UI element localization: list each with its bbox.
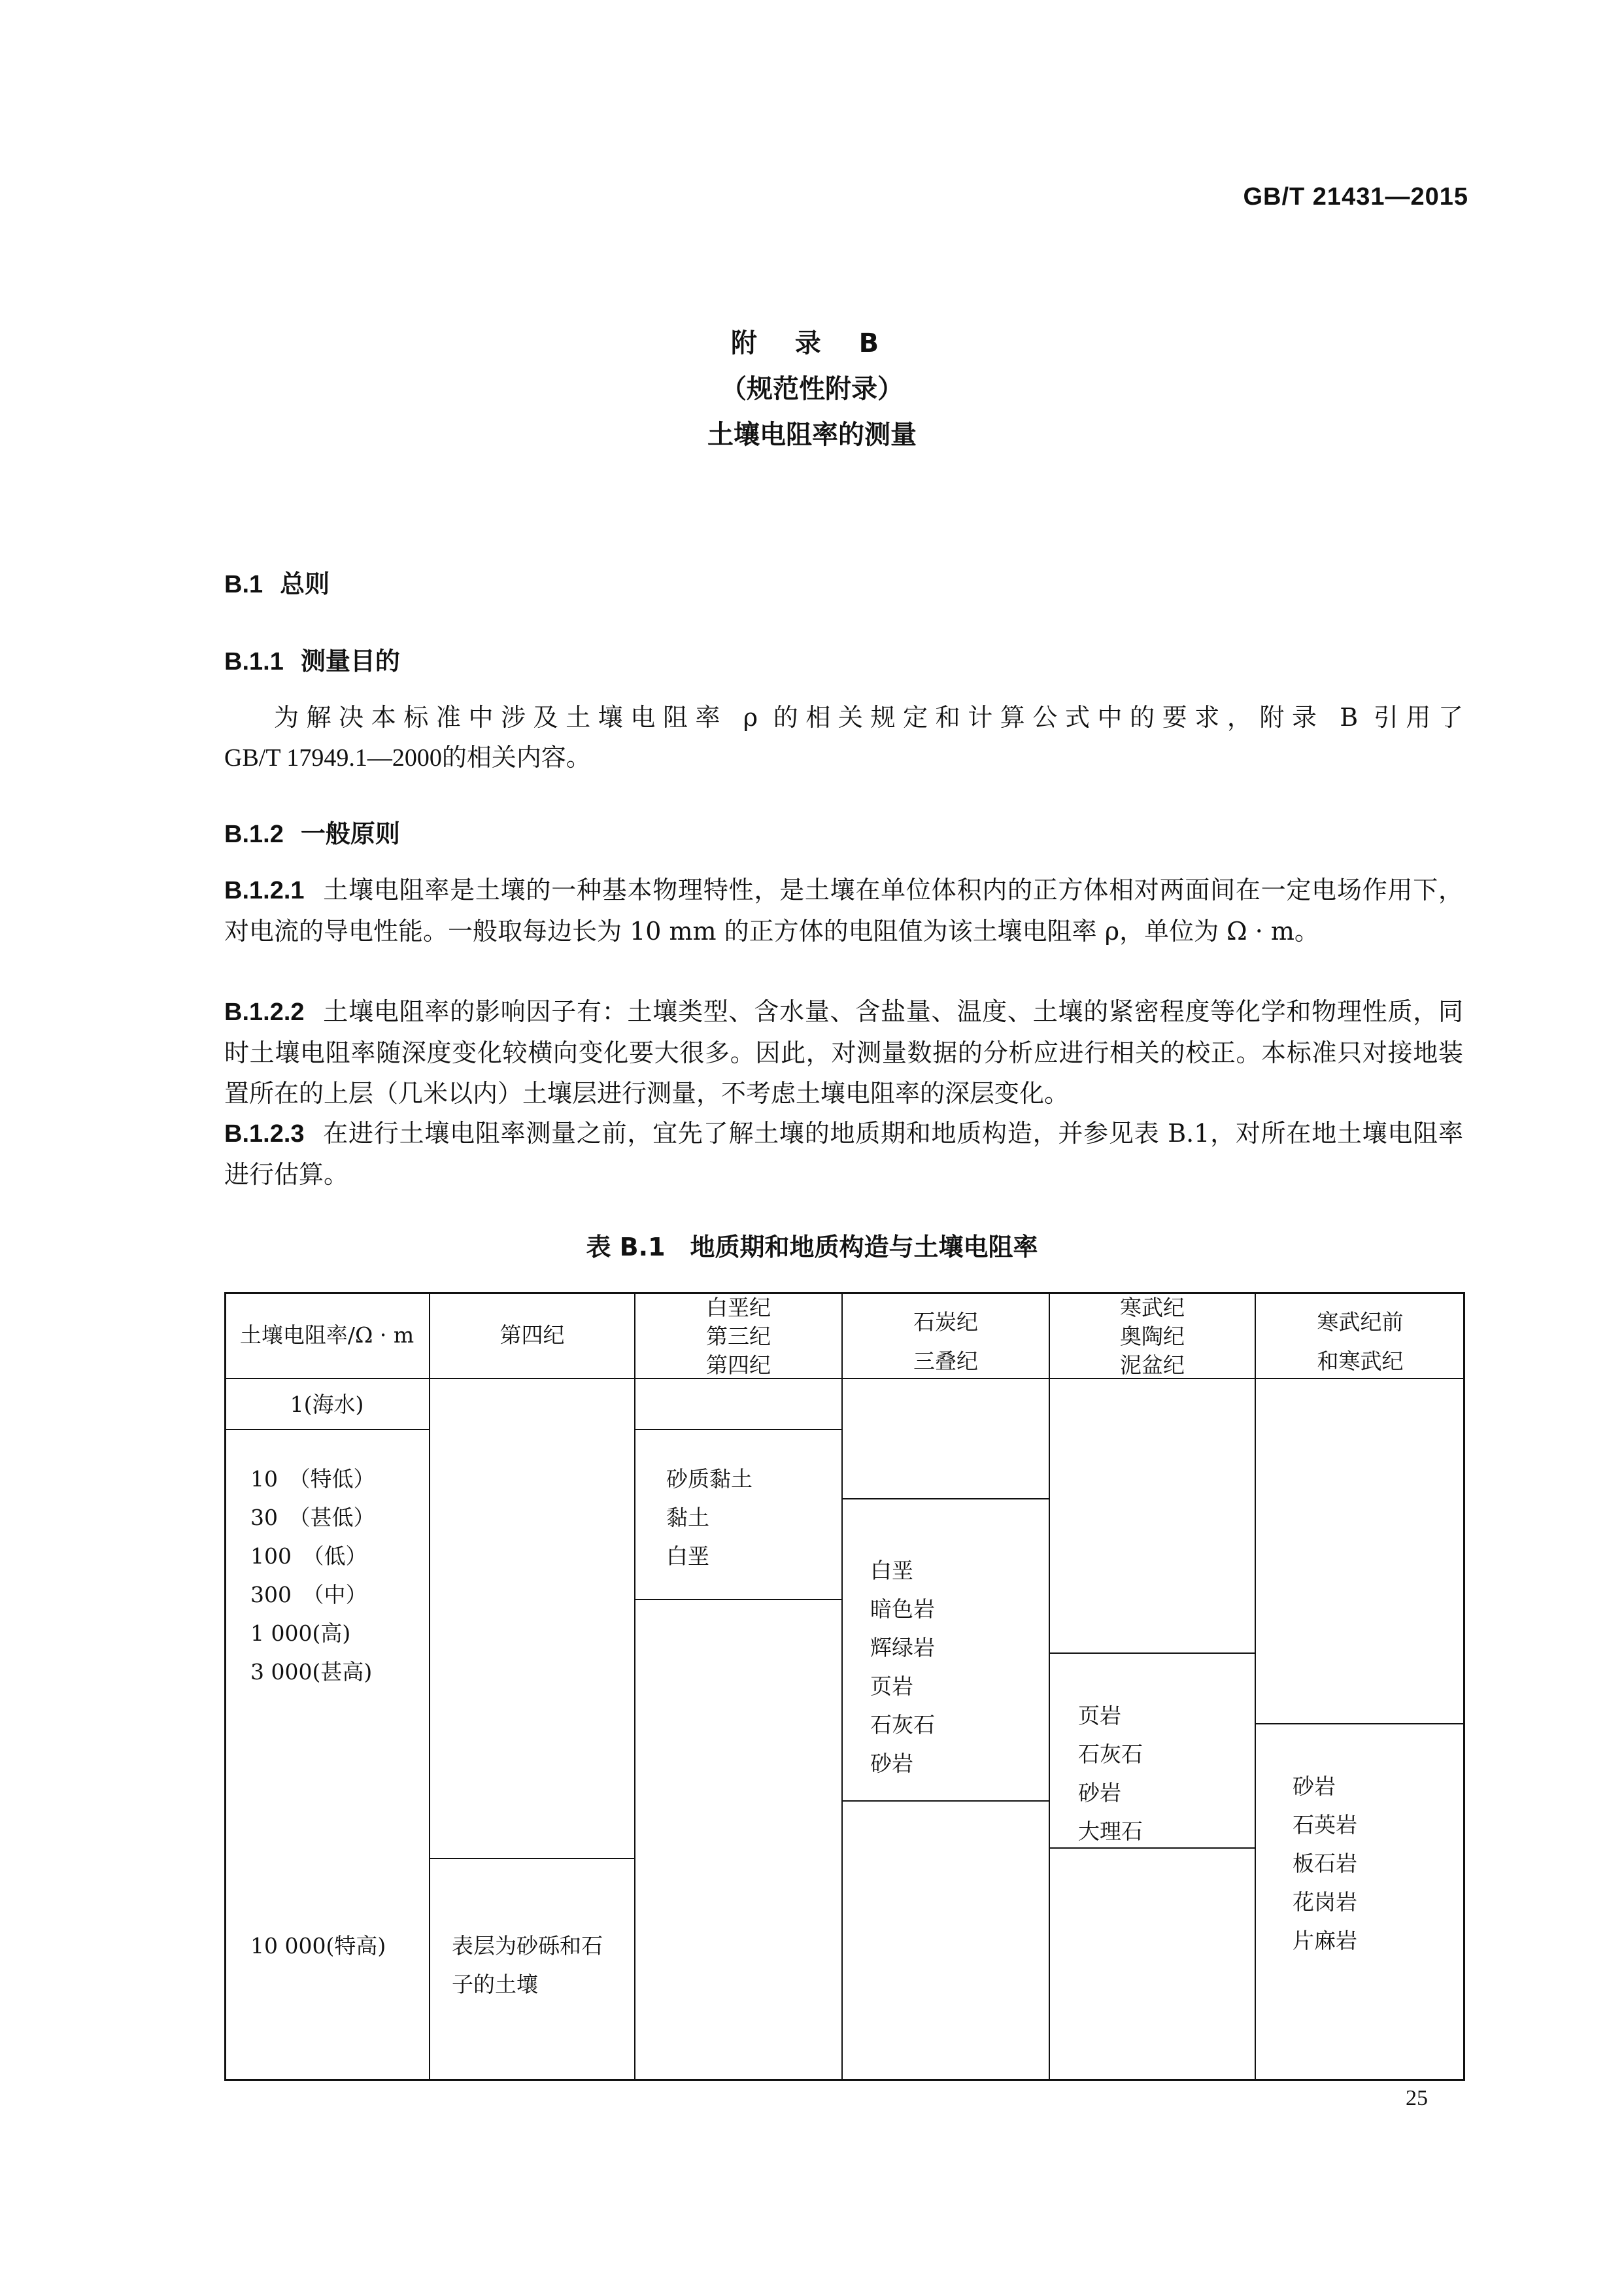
resistivity-seawater: 1(海水) (290, 1392, 364, 1417)
rock-type: 白垩 (870, 1558, 913, 1583)
rock-type: 石灰石 (870, 1712, 935, 1738)
section-number: B.1.2 (224, 821, 284, 848)
table-header-cell: 寒武纪 奥陶纪 泥盆纪 (1120, 1295, 1185, 1378)
table-cell-line: 子的土壤 (452, 1972, 538, 1997)
section-number: B.1.1 (224, 648, 284, 676)
carboniferous-rock-list (870, 1551, 935, 1783)
rock-type: 砂岩 (870, 1751, 913, 1776)
rock-type: 暗色岩 (870, 1596, 935, 1622)
resistivity-level: 1 000(高) (250, 1620, 351, 1646)
section-title: 测量目的 (300, 647, 400, 676)
section-title: 一般原则 (300, 819, 400, 848)
clause-text: 土壤电阻率的影响因子有：土壤类型、含水量、含盐量、温度、土壤的紧密程度等化学和物理性质，同时土壤电阻率随深度变化较横向变化要大很多。因此，对测量数据的分析应进行相关的校正。本标准只对接地装置所在的上层（几米以内）土壤层进行测量，不考虑土壤电阻率的深层变化。 (224, 997, 1463, 1108)
table-header-cell: 寒武纪前 和寒武纪 (1317, 1309, 1404, 1374)
section-heading-b12 (224, 813, 400, 849)
table-title: 表 B.1 地质期和地质构造与土壤电阻率 (586, 1233, 1038, 1261)
annex-subtitle: （规范性附录） (720, 374, 904, 404)
clause-number: B.1.2.2 (224, 999, 305, 1026)
annex-heading (0, 320, 1624, 458)
precambrian-rock-list (1293, 1767, 1357, 1960)
clause-text: 在进行土壤电阻率测量之前，宜先了解土壤的地质期和地质构造，并参见表 B.1，对所在地土壤电阻率进行估算。 (224, 1119, 1463, 1189)
resistivity-level: 100 （低） (250, 1543, 367, 1569)
cambrian-devonian-rock-list (1078, 1696, 1143, 1851)
table-header-cell: 白垩纪 第三纪 第四纪 (706, 1295, 771, 1378)
rock-type: 砂岩 (1293, 1773, 1336, 1799)
table-header-cell: 第四纪 (499, 1322, 565, 1348)
resistivity-levels (250, 1460, 375, 1691)
resistivity-level: 30 （甚低） (250, 1505, 375, 1530)
rock-type: 辉绿岩 (870, 1635, 935, 1660)
quaternary-soil-description (452, 1926, 603, 2004)
section-title: 总则 (280, 570, 330, 598)
clause-number: B.1.2.1 (224, 877, 305, 904)
annex-name: 土壤电阻率的测量 (707, 420, 917, 450)
paragraph-line: GB/T 17949.1—2000的相关内容。 (224, 744, 591, 772)
page-number: 25 (1406, 2086, 1428, 2110)
annex-title: 附 录 B (730, 328, 894, 358)
rock-type: 大理石 (1078, 1819, 1143, 1844)
table-cell-line: 表层为砂砾和石 (452, 1933, 603, 1959)
section-heading-b11 (224, 641, 400, 677)
resistivity-extra-high: 10 000(特高) (250, 1933, 386, 1959)
geology-resistivity-table (224, 1292, 1465, 2081)
resistivity-level: 10 （特低） (250, 1466, 375, 1492)
table-header-cell: 土壤电阻率/Ω · m (239, 1322, 414, 1348)
paragraph-b121 (224, 870, 1463, 951)
rock-type: 页岩 (1078, 1703, 1121, 1728)
cretaceous-rock-list (666, 1460, 753, 1575)
rock-type: 石灰石 (1078, 1741, 1143, 1767)
rock-type: 白垩 (666, 1543, 709, 1569)
paragraph-b122 (224, 991, 1463, 1114)
paragraph-b123 (224, 1113, 1463, 1195)
rock-type: 花岗岩 (1293, 1889, 1357, 1915)
clause-text: 土壤电阻率是土壤的一种基本物理特性，是土壤在单位体积内的正方体相对两面间在一定电场作用下，对电流的导电性能。一般取每边长为 10 mm 的正方体的电阻值为该土壤电阻率 ρ，单位为 Ω · m。 (224, 876, 1463, 946)
rock-type: 石英岩 (1293, 1812, 1357, 1838)
rock-type: 板石岩 (1293, 1851, 1357, 1876)
resistivity-level: 3 000(甚高) (250, 1659, 373, 1685)
paragraph-line: 为解决本标准中涉及土壤电阻率 ρ 的相关规定和计算公式中的要求，附录 B 引用了 (274, 703, 1463, 732)
standard-number: GB/T 21431—2015 (1243, 183, 1468, 211)
rock-type: 片麻岩 (1293, 1928, 1357, 1953)
rock-type: 黏土 (666, 1505, 709, 1530)
section-number: B.1 (224, 571, 263, 598)
section-heading-b1 (224, 564, 330, 600)
rock-type: 砂质黏土 (666, 1466, 753, 1492)
resistivity-level: 300 （中） (250, 1582, 367, 1607)
clause-number: B.1.2.3 (224, 1120, 305, 1148)
paragraph-b11 (224, 697, 1463, 778)
rock-type: 页岩 (870, 1673, 913, 1699)
table-header-cell: 石炭纪 三叠纪 (913, 1309, 978, 1374)
rock-type: 砂岩 (1078, 1780, 1121, 1806)
